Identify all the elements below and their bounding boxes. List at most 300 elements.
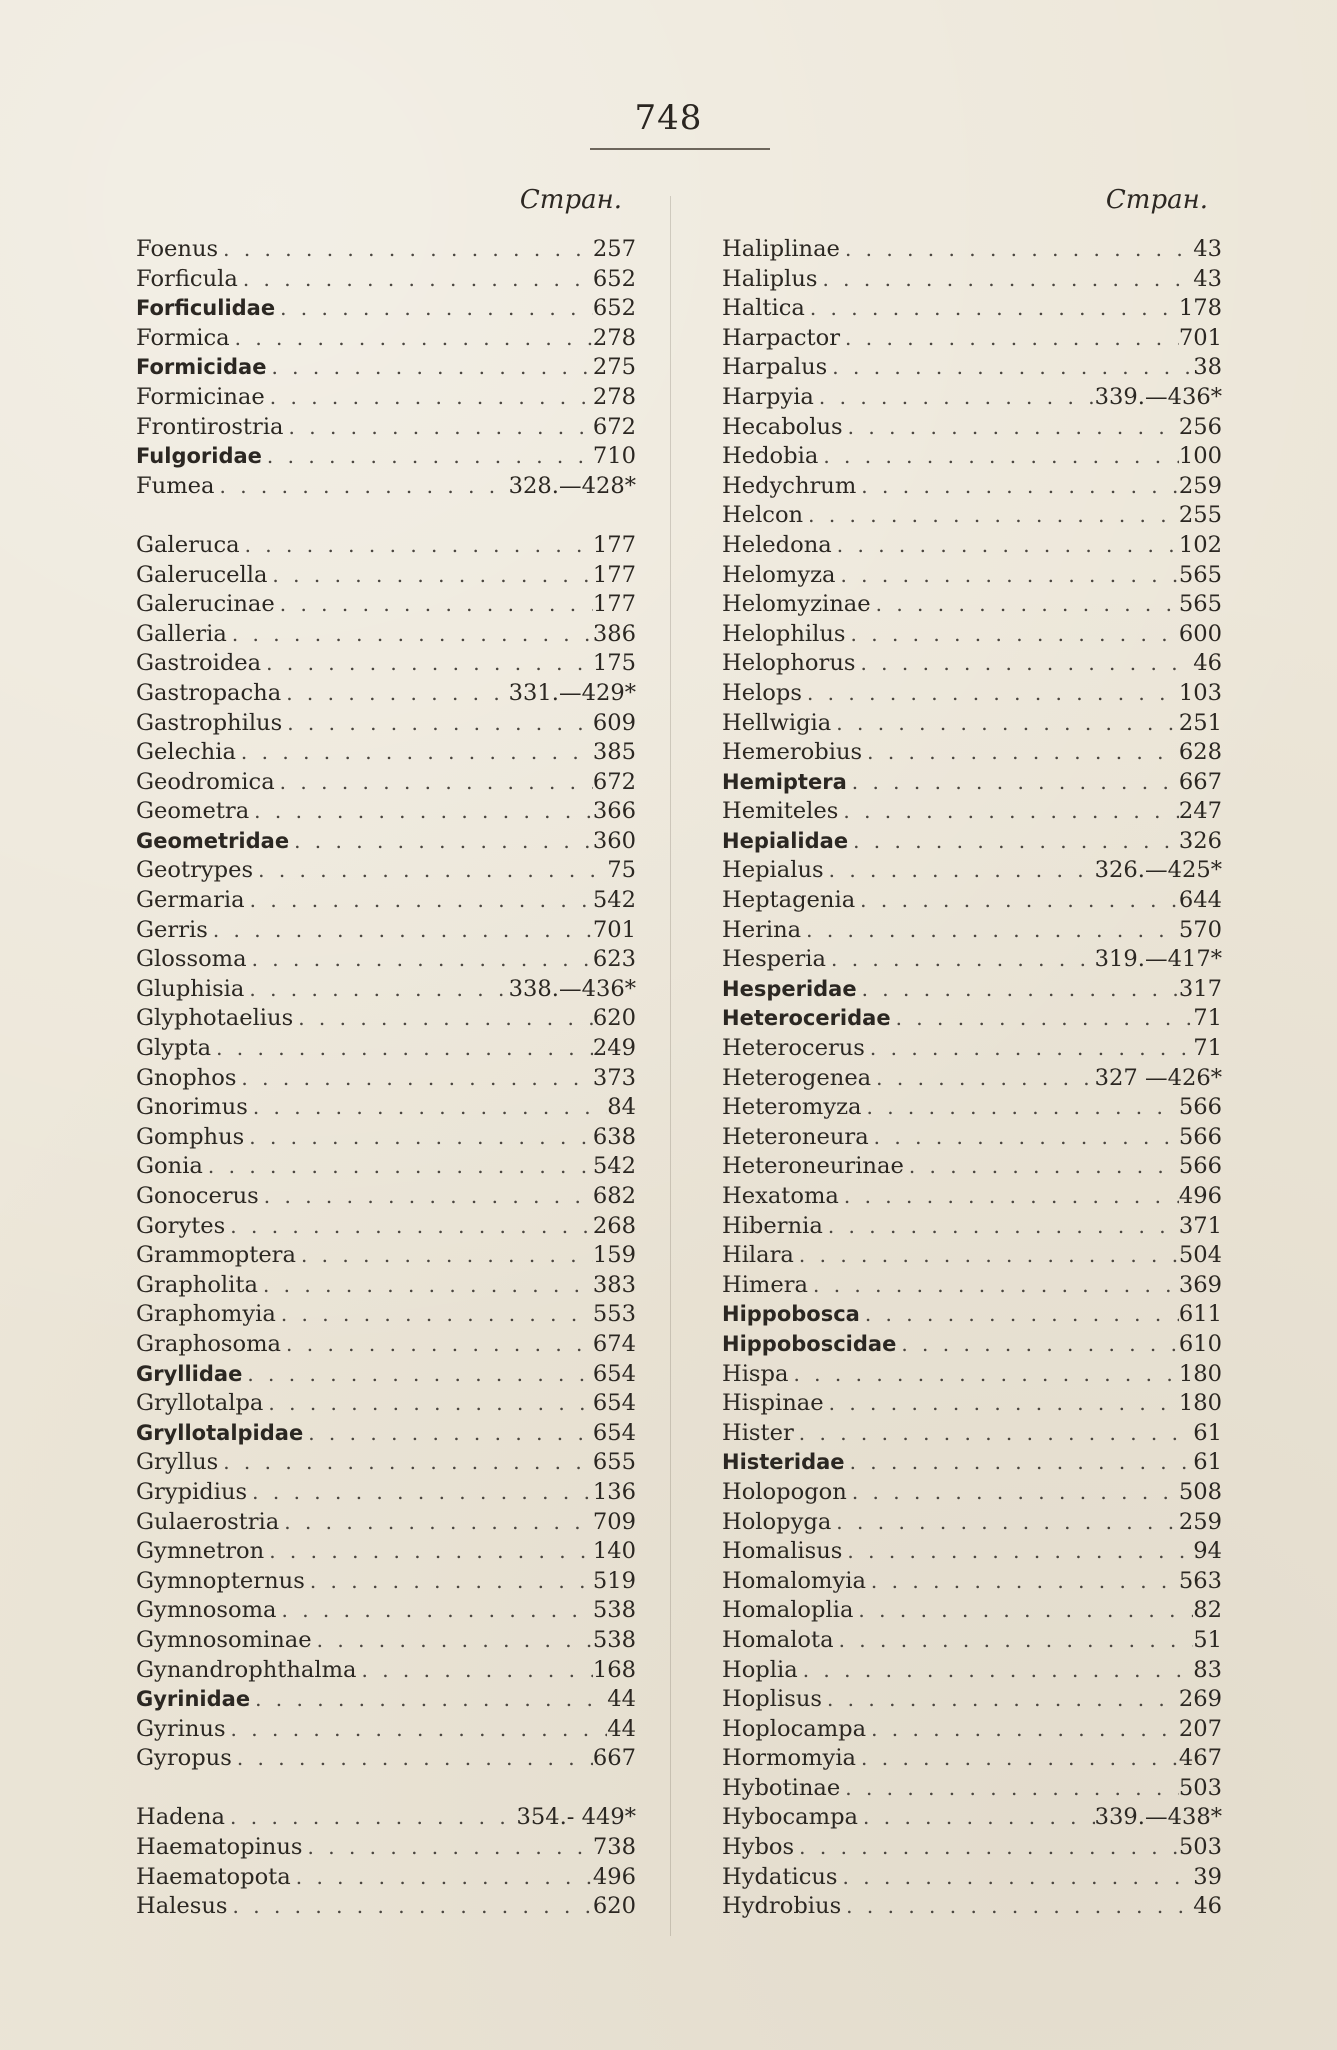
entry-name: Forficula — [136, 265, 238, 292]
leader-dots — [866, 1567, 1179, 1597]
leader-dots — [240, 531, 593, 561]
leader-dots — [817, 265, 1193, 295]
leader-dots — [840, 324, 1179, 354]
entry-name: Halesus — [136, 1893, 228, 1920]
entry-name: Himera — [722, 1271, 808, 1298]
entry-name: Gryllotalpidae — [136, 1420, 304, 1445]
entry-name: Haliplinae — [722, 236, 840, 262]
entry-name: Hibernia — [722, 1212, 823, 1239]
leader-dots — [856, 472, 1179, 502]
index-entry — [136, 1182, 636, 1212]
right-column-header: Стран. — [1105, 185, 1208, 215]
entry-page-number: 136 — [592, 1478, 636, 1505]
index-entry — [136, 1478, 636, 1508]
entry-page-number: 386 — [592, 620, 636, 647]
entry-name: Gryllus — [136, 1449, 219, 1476]
entry-name: Hesperia — [722, 946, 826, 973]
leader-dots — [822, 1685, 1179, 1715]
leader-dots — [357, 1656, 593, 1686]
index-entry — [722, 975, 1222, 1005]
leader-dots — [275, 294, 593, 324]
entry-page-number: 247 — [1178, 798, 1222, 825]
entry-page-number: 354.- 449* — [516, 1804, 636, 1831]
entry-page-number: 542 — [592, 887, 636, 914]
entry-page-number: 610 — [1178, 1330, 1222, 1357]
entry-name: Grypidius — [136, 1478, 248, 1505]
leader-dots — [853, 1596, 1193, 1626]
leader-dots — [225, 1803, 516, 1833]
leader-dots — [228, 1892, 593, 1922]
leader-dots — [840, 235, 1193, 265]
leader-dots — [236, 1064, 592, 1094]
leader-dots — [794, 1419, 1193, 1449]
entry-name: Gyropus — [136, 1745, 232, 1772]
leader-dots — [225, 1212, 593, 1242]
index-entry — [136, 679, 636, 709]
index-entry — [722, 620, 1222, 650]
entry-page-number: 565 — [1178, 561, 1222, 588]
leader-dots — [296, 1241, 593, 1271]
index-entry — [722, 1123, 1222, 1153]
entry-name: Hormomyia — [722, 1745, 857, 1772]
entry-name: Harpyia — [722, 383, 814, 410]
entry-name: Formicinae — [136, 383, 265, 410]
entry-name: Gnophos — [136, 1064, 237, 1091]
entry-name: Heteroneura — [722, 1123, 869, 1150]
entry-page-number: 43 — [1193, 236, 1222, 262]
index-entry — [136, 649, 636, 679]
leader-dots — [232, 1744, 593, 1774]
index-entry — [136, 1596, 636, 1626]
entry-name: Hellwigia — [722, 709, 832, 736]
leader-dots — [862, 738, 1179, 768]
leader-dots — [236, 738, 593, 768]
leader-dots — [227, 620, 593, 650]
entry-name: Geodromica — [136, 768, 275, 795]
entry-name: Hemerobius — [722, 739, 863, 766]
index-entry — [722, 1863, 1222, 1893]
leader-dots — [275, 590, 593, 620]
entry-name: Geotrypes — [136, 857, 254, 884]
index-entry — [136, 324, 636, 354]
entry-page-number: 319.—417* — [1094, 946, 1222, 973]
index-entry — [136, 413, 636, 443]
page-number-rule — [590, 148, 770, 150]
entry-page-number: 338.—436* — [508, 975, 636, 1002]
entry-page-number: 180 — [1178, 1390, 1222, 1417]
leader-dots — [904, 1152, 1179, 1182]
entry-page-number: 140 — [592, 1538, 636, 1565]
entry-page-number: 383 — [592, 1271, 636, 1298]
entry-name: Hemiteles — [722, 798, 839, 825]
index-entry — [722, 916, 1222, 946]
entry-name: Forficulidae — [136, 296, 276, 321]
entry-name: Foenus — [136, 236, 219, 262]
entry-page-number: 628 — [1178, 739, 1222, 766]
index-entry — [722, 1508, 1222, 1538]
index-entry — [136, 768, 636, 798]
leader-dots — [831, 709, 1179, 739]
leader-dots — [845, 1448, 1194, 1478]
entry-name: Gastroidea — [136, 650, 262, 677]
entry-page-number: 207 — [1178, 1715, 1222, 1742]
entry-name: Hoplia — [722, 1656, 798, 1683]
index-entry — [722, 1685, 1222, 1715]
entry-name: Gorytes — [136, 1212, 226, 1239]
leader-dots — [259, 1182, 593, 1212]
entry-page-number: 39 — [1193, 1863, 1222, 1890]
entry-page-number: 620 — [592, 1005, 636, 1032]
leader-dots — [244, 1123, 593, 1153]
index-entry — [136, 945, 636, 975]
index-entry — [722, 1774, 1222, 1804]
entry-name: Holopogon — [722, 1478, 847, 1505]
index-entry — [136, 1537, 636, 1567]
entry-page-number: 278 — [592, 383, 636, 410]
index-entry — [136, 1833, 636, 1863]
index-entry — [722, 324, 1222, 354]
entry-name: Hybocampa — [722, 1804, 859, 1831]
entry-page-number: 44 — [607, 1715, 636, 1742]
entry-page-number: 563 — [1178, 1567, 1222, 1594]
entry-page-number: 177 — [592, 531, 636, 558]
index-entry — [722, 1656, 1222, 1686]
entry-page-number: 553 — [592, 1301, 636, 1328]
entry-name: Heptagenia — [722, 887, 856, 914]
leader-dots — [245, 886, 593, 916]
index-entry — [722, 590, 1222, 620]
leader-dots — [303, 1833, 593, 1863]
entry-name: Homalomyia — [722, 1567, 866, 1594]
leader-dots — [215, 472, 509, 502]
index-entry — [722, 1034, 1222, 1064]
leader-dots — [312, 1626, 593, 1656]
entry-page-number: 51 — [1193, 1626, 1222, 1653]
leader-dots — [265, 383, 593, 413]
leader-dots — [293, 1004, 593, 1034]
entry-name: Hepialidae — [722, 828, 849, 853]
leader-dots — [856, 1744, 1179, 1774]
index-entry — [136, 709, 636, 739]
leader-dots — [824, 1389, 1179, 1419]
index-entry — [722, 1093, 1222, 1123]
entry-name: Holopyga — [722, 1508, 832, 1535]
entry-name: Gynandrophthalma — [136, 1656, 357, 1683]
entry-name: Hadena — [136, 1804, 226, 1831]
leader-dots — [218, 1448, 593, 1478]
index-entry — [136, 1212, 636, 1242]
entry-name: Gomphus — [136, 1123, 245, 1150]
entry-name: Galeruca — [136, 531, 240, 558]
leader-dots — [862, 1093, 1179, 1123]
index-entry — [722, 1803, 1222, 1833]
entry-name: Glypta — [136, 1035, 212, 1062]
leader-dots — [802, 679, 1179, 709]
index-entry — [722, 797, 1222, 827]
index-entry — [722, 709, 1222, 739]
entry-page-number: 496 — [1178, 1183, 1222, 1209]
index-entry — [722, 383, 1222, 413]
index-entry — [136, 1360, 636, 1390]
entry-page-number: 600 — [1178, 620, 1222, 647]
entry-page-number: 566 — [1178, 1094, 1222, 1121]
leader-dots — [279, 1508, 593, 1538]
entry-page-number: 701 — [592, 916, 636, 943]
index-entry — [722, 1182, 1222, 1212]
entry-name: Hepialus — [722, 857, 824, 884]
entry-name: Gnorimus — [136, 1094, 248, 1121]
entry-page-number: 82 — [1193, 1597, 1222, 1624]
entry-page-number: 251 — [1178, 709, 1222, 736]
entry-page-number: 339.—438* — [1094, 1804, 1222, 1831]
leader-dots — [823, 1212, 1179, 1242]
entry-page-number: 38 — [1193, 354, 1222, 381]
entry-name: Hister — [722, 1419, 794, 1446]
entry-page-number: 652 — [592, 295, 636, 322]
entry-page-number: 46 — [1193, 1893, 1222, 1920]
entry-name: Glossoma — [136, 946, 247, 973]
index-entry — [722, 1152, 1222, 1182]
entry-name: Graphosoma — [136, 1330, 282, 1357]
entry-page-number: 566 — [1178, 1123, 1222, 1150]
entry-page-number: 83 — [1193, 1656, 1222, 1683]
entry-name: Formica — [136, 324, 230, 351]
entry-name: Heteroceridae — [722, 1006, 891, 1031]
leader-dots — [264, 1537, 593, 1567]
index-entry — [722, 1300, 1222, 1330]
leader-dots — [869, 1123, 1179, 1153]
leader-dots — [871, 1064, 1095, 1094]
entry-name: Hedychrum — [722, 472, 857, 499]
entry-name: Harpalus — [722, 354, 828, 381]
entry-name: Gymnosoma — [136, 1597, 277, 1624]
leader-dots — [855, 886, 1179, 916]
leader-dots — [896, 1330, 1179, 1360]
entry-page-number: 503 — [1178, 1774, 1222, 1801]
entry-name: Heteromyza — [722, 1094, 862, 1121]
index-entry — [722, 1064, 1222, 1094]
leader-dots — [803, 501, 1179, 531]
entry-page-number: 709 — [592, 1508, 636, 1535]
entry-page-number: 682 — [592, 1183, 636, 1209]
leader-dots — [891, 1004, 1194, 1034]
leader-dots — [858, 1803, 1095, 1833]
entry-page-number: 94 — [1193, 1538, 1222, 1565]
index-entry — [722, 1596, 1222, 1626]
leader-dots — [847, 768, 1179, 798]
leader-dots — [834, 1626, 1194, 1656]
leader-dots — [248, 1093, 607, 1123]
leader-dots — [794, 1833, 1179, 1863]
right-index-column — [722, 185, 1222, 1922]
index-entry — [722, 531, 1222, 561]
entry-name: Geometridae — [136, 828, 290, 853]
leader-dots — [303, 1419, 593, 1449]
index-entry — [136, 442, 636, 472]
leader-dots — [848, 827, 1179, 857]
index-entry — [722, 1360, 1222, 1390]
entry-name: Hexatoma — [722, 1183, 839, 1209]
leader-dots — [805, 294, 1179, 324]
index-entry — [136, 353, 636, 383]
entry-page-number: 638 — [592, 1123, 636, 1150]
leader-dots — [826, 945, 1095, 975]
entry-name: Heteroneurinae — [722, 1153, 904, 1180]
entry-name: Heledona — [722, 531, 832, 558]
entry-name: Gulaerostria — [136, 1508, 280, 1535]
leader-dots — [281, 679, 508, 709]
right-entry-list — [722, 235, 1222, 1922]
index-entry — [136, 1152, 636, 1182]
leader-dots — [855, 649, 1193, 679]
entry-name: Glyphotaelius — [136, 1005, 294, 1032]
entry-page-number: 538 — [592, 1626, 636, 1653]
entry-page-number: 75 — [607, 857, 636, 884]
index-entry — [722, 827, 1222, 857]
index-entry — [136, 1330, 636, 1360]
entry-page-number: 672 — [592, 768, 636, 795]
entry-name: Fumea — [136, 472, 215, 499]
left-index-column — [136, 185, 636, 1922]
index-entry — [722, 1537, 1222, 1567]
index-entry — [136, 1271, 636, 1301]
index-entry — [722, 886, 1222, 916]
index-entry — [136, 1389, 636, 1419]
leader-dots — [842, 1537, 1193, 1567]
leader-dots — [208, 916, 593, 946]
leader-dots — [284, 413, 593, 443]
entry-name: Helomyzinae — [722, 591, 871, 618]
entry-page-number: 84 — [607, 1094, 636, 1121]
leader-dots — [262, 442, 593, 472]
entry-page-number: 609 — [592, 709, 636, 736]
entry-name: Helophorus — [722, 650, 856, 677]
entry-name: Hybotinae — [722, 1774, 841, 1801]
index-entry — [722, 1271, 1222, 1301]
entry-name: Gerris — [136, 916, 208, 943]
index-entry — [722, 1241, 1222, 1271]
entry-page-number: 278 — [592, 324, 636, 351]
entry-name: Gymnetron — [136, 1538, 265, 1565]
leader-dots — [211, 1034, 593, 1064]
index-entry — [722, 1212, 1222, 1242]
entry-name: Gastropacha — [136, 679, 282, 706]
index-entry — [722, 1478, 1222, 1508]
index-entry — [136, 1626, 636, 1656]
index-entry — [722, 235, 1222, 265]
entry-name: Hispa — [722, 1360, 789, 1387]
entry-name: Helcon — [722, 502, 804, 529]
entry-page-number: 259 — [1178, 472, 1222, 499]
index-entry — [722, 649, 1222, 679]
entry-page-number: 503 — [1178, 1834, 1222, 1861]
entry-page-number: 504 — [1178, 1242, 1222, 1269]
index-entry — [722, 413, 1222, 443]
leader-dots — [808, 1271, 1179, 1301]
entry-name: Haltica — [722, 295, 805, 322]
index-entry — [136, 1567, 636, 1597]
index-entry — [136, 856, 636, 886]
leader-dots — [831, 1508, 1179, 1538]
entry-page-number: 565 — [1178, 591, 1222, 618]
entry-name: Helophilus — [722, 620, 846, 647]
index-entry — [136, 916, 636, 946]
entry-page-number: 738 — [592, 1834, 636, 1861]
index-entry — [136, 1004, 636, 1034]
leader-dots — [866, 1715, 1179, 1745]
entry-page-number: 385 — [592, 739, 636, 766]
entry-name: Hoplocampa — [722, 1715, 867, 1742]
entry-page-number: 542 — [592, 1153, 636, 1180]
section-gap — [136, 501, 636, 531]
index-entry — [136, 561, 636, 591]
entry-page-number: 360 — [592, 827, 636, 854]
page-number: 748 — [634, 98, 703, 138]
leader-dots — [289, 827, 593, 857]
leader-dots — [267, 561, 592, 591]
section-gap — [136, 1774, 636, 1804]
entry-page-number: 366 — [592, 798, 636, 825]
entry-page-number: 249 — [592, 1035, 636, 1062]
index-entry — [136, 1241, 636, 1271]
index-entry — [722, 561, 1222, 591]
entry-name: Hoplisus — [722, 1686, 822, 1713]
index-entry — [722, 1419, 1222, 1449]
leader-dots — [218, 235, 593, 265]
index-entry — [136, 1419, 636, 1449]
leader-dots — [865, 1034, 1193, 1064]
entry-page-number: 373 — [592, 1064, 636, 1091]
entry-name: Formicidae — [136, 355, 267, 380]
entry-name: Heterocerus — [722, 1035, 865, 1062]
leader-dots — [238, 265, 593, 295]
entry-name: Haematopota — [136, 1863, 291, 1890]
index-entry — [136, 294, 636, 324]
index-entry — [722, 1004, 1222, 1034]
entry-page-number: 570 — [1178, 916, 1222, 943]
index-entry — [136, 1803, 636, 1833]
entry-page-number: 317 — [1178, 975, 1222, 1002]
entry-name: Gelechia — [136, 739, 236, 766]
entry-page-number: 328.—428* — [508, 472, 636, 499]
entry-page-number: 508 — [1178, 1478, 1222, 1505]
entry-name: Homalisus — [722, 1538, 843, 1565]
index-entry — [136, 620, 636, 650]
entry-page-number: 667 — [1178, 768, 1222, 795]
entry-page-number: 178 — [1178, 295, 1222, 322]
index-entry — [136, 1300, 636, 1330]
entry-name: Hippoboscidae — [722, 1331, 897, 1356]
entry-page-number: 180 — [1178, 1360, 1222, 1387]
entry-page-number: 177 — [592, 591, 636, 618]
entry-name: Gymnosominae — [136, 1626, 312, 1653]
index-entry — [136, 1656, 636, 1686]
leader-dots — [827, 353, 1193, 383]
entry-name: Hippobosca — [722, 1302, 860, 1327]
index-entry — [136, 265, 636, 295]
entry-page-number: 255 — [1178, 502, 1222, 529]
entry-page-number: 701 — [1178, 324, 1222, 351]
entry-page-number: 326.—425* — [1094, 857, 1222, 884]
entry-name: Geometra — [136, 798, 250, 825]
entry-name: Gonia — [136, 1153, 203, 1180]
leader-dots — [840, 1774, 1179, 1804]
index-entry — [136, 1034, 636, 1064]
index-entry — [136, 1508, 636, 1538]
index-entry — [136, 531, 636, 561]
leader-dots — [266, 353, 592, 383]
index-entry — [722, 442, 1222, 472]
